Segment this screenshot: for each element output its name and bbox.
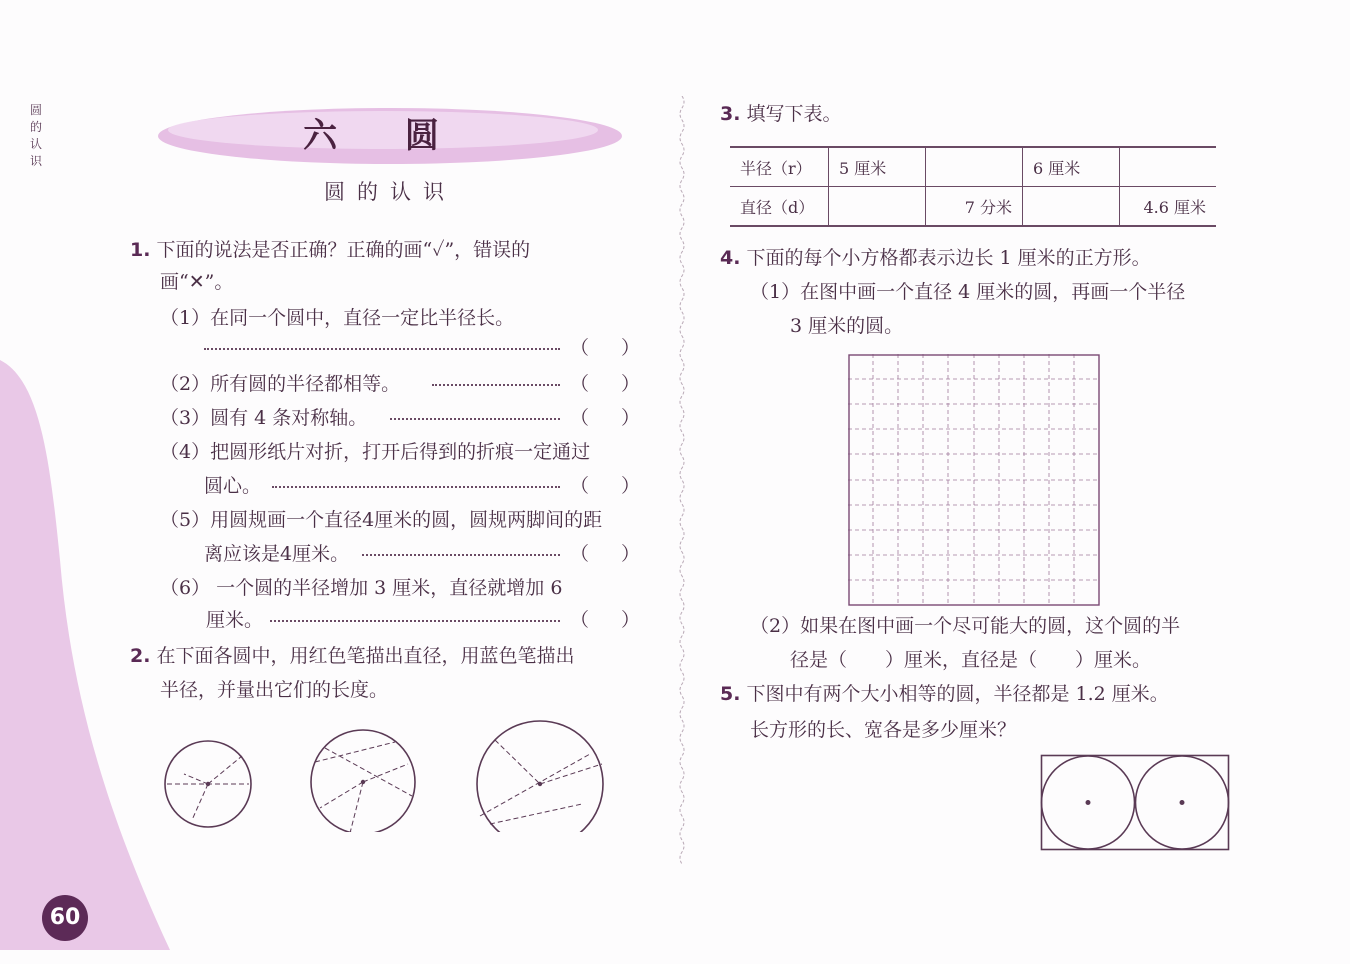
side-tab-char: 识 <box>29 154 42 168</box>
q4-part2-line2: 径是（ ）厘米，直径是（ ）厘米。 <box>790 649 1152 671</box>
table-cell-blank[interactable] <box>1023 187 1120 227</box>
page-divider <box>676 96 688 876</box>
side-tab <box>26 102 46 170</box>
side-tab-char: 认 <box>29 137 42 151</box>
q4-part1-line2: 3 厘米的圆。 <box>790 315 904 337</box>
q4-stem-text: 下面的每个小方格都表示边长 1 厘米的正方形。 <box>746 247 1151 269</box>
chapter-title: 六 圆 <box>303 116 467 156</box>
dotted-leader <box>272 486 560 488</box>
table-row <box>730 187 1216 227</box>
q1-item-6: （6） 一个圆的半径增加 3 厘米，直径就增加 6 <box>160 577 563 599</box>
table-cell: 4.6 厘米 <box>1120 187 1217 227</box>
workbook-page: 圆 的 认 识 60 六 圆 圆的认识 1. 下面的说法是否正确？正确的画“✓”，错误的 画“✕”。 （1）在同一个圆中，直径一定比半径长。 （ ） （2）所有圆的半径都相等。 （ ） （3）圆有 4 条对称轴。 （ ） （4）把圆形纸片对折，打开后得到的折痕一定通过 圆心。 （ ） （5）用圆规画一个直径4厘米的圆，圆规两脚间的距 离应该是4厘米。 （ ） （6） 一个圆的半径增加 3 厘米，直径就增加 6 厘米。 （ ） 2. 在下面各圆中，用红色笔描出直径，用蓝色笔描出 半径，并量出它们的长度。 3. 填写下表。 半径（r） 5 厘米 6 厘米 直径（d） 7 分米 4.6 厘米 4. 下面的每个小方格都表示边长 1 厘米的正方形。 （1）在图中画一个直径 4 厘米的圆，再画一个半径 3 厘米的圆。 （2）如果在图中画一个尽可能大的圆，这个圆的半 径是（ ）厘米，直径是（ ）厘米。 5. 下图中有两个大小相等的圆，半径都是 1.2 厘米。 长方形的长、宽各是多少厘米？ <box>0 0 1350 964</box>
table-cell: 直径（d） <box>730 187 829 227</box>
q1-stem-line1: 下面的说法是否正确？正确的画“✓”，错误的 <box>156 239 531 261</box>
q4-part2-line1: （2）如果在图中画一个尽可能大的圆，这个圆的半 <box>750 615 1181 637</box>
q1-item-4: （4）把圆形纸片对折，打开后得到的折痕一定通过 <box>160 441 591 463</box>
q2-line2: 半径，并量出它们的长度。 <box>160 679 389 701</box>
q1-item-4-line2: 圆心。 <box>204 475 262 497</box>
q1-number: 1. <box>130 239 151 261</box>
q4-stem <box>720 246 1151 270</box>
q1-item-5: （5）用圆规画一个直径4厘米的圆，圆规两脚间的距 <box>160 509 603 531</box>
q3-table <box>730 146 1216 227</box>
q1-item-2: （2）所有圆的半径都相等。 <box>160 373 401 395</box>
table-cell-blank[interactable] <box>829 187 926 227</box>
section-title: 圆的认识 <box>324 180 456 204</box>
q5-line1: 下图中有两个大小相等的圆，半径都是 1.2 厘米。 <box>746 683 1169 705</box>
dotted-leader <box>204 348 560 350</box>
q3-stem <box>720 102 842 126</box>
q3-stem-text: 填写下表。 <box>746 103 842 125</box>
table-cell: 半径（r） <box>730 147 829 187</box>
side-tab-char: 的 <box>29 120 42 134</box>
dotted-leader <box>432 384 560 386</box>
q2-circles <box>150 712 620 832</box>
table-cell-blank[interactable] <box>1120 147 1217 187</box>
dotted-leader <box>390 418 560 420</box>
q1-item-3: （3）圆有 4 条对称轴。 <box>160 407 368 429</box>
table-cell: 7 分米 <box>926 187 1023 227</box>
q1-stem <box>130 238 530 262</box>
q2-stem <box>130 644 575 668</box>
q4-square-grid[interactable] <box>848 354 1102 608</box>
q5-number: 5. <box>720 683 741 705</box>
q4-part1-line1: （1）在图中画一个直径 4 厘米的圆，再画一个半径 <box>750 281 1186 303</box>
q1-stem-line2: 画“✕”。 <box>160 271 234 293</box>
dotted-leader <box>270 620 560 622</box>
circle-large <box>477 721 603 832</box>
table-cell: 5 厘米 <box>829 147 926 187</box>
q3-number: 3. <box>720 103 741 125</box>
q5-rectangle-circles <box>1040 754 1232 852</box>
q2-line1: 在下面各圆中，用红色笔描出直径，用蓝色笔描出 <box>156 645 575 667</box>
side-tab-char: 圆 <box>29 103 42 117</box>
q5-stem <box>720 682 1169 706</box>
q1-item-5-line2: 离应该是4厘米。 <box>204 543 350 565</box>
q1-item-1: （1）在同一个圆中，直径一定比半径长。 <box>160 307 515 329</box>
page-number: 60 <box>42 895 88 941</box>
q2-number: 2. <box>130 645 151 667</box>
dotted-leader <box>362 554 560 556</box>
table-row <box>730 147 1216 187</box>
q5-line2: 长方形的长、宽各是多少厘米？ <box>750 719 1017 741</box>
table-cell: 6 厘米 <box>1023 147 1120 187</box>
table-cell-blank[interactable] <box>926 147 1023 187</box>
q4-number: 4. <box>720 247 741 269</box>
q1-item-6-line2: 厘米。 <box>206 609 264 631</box>
